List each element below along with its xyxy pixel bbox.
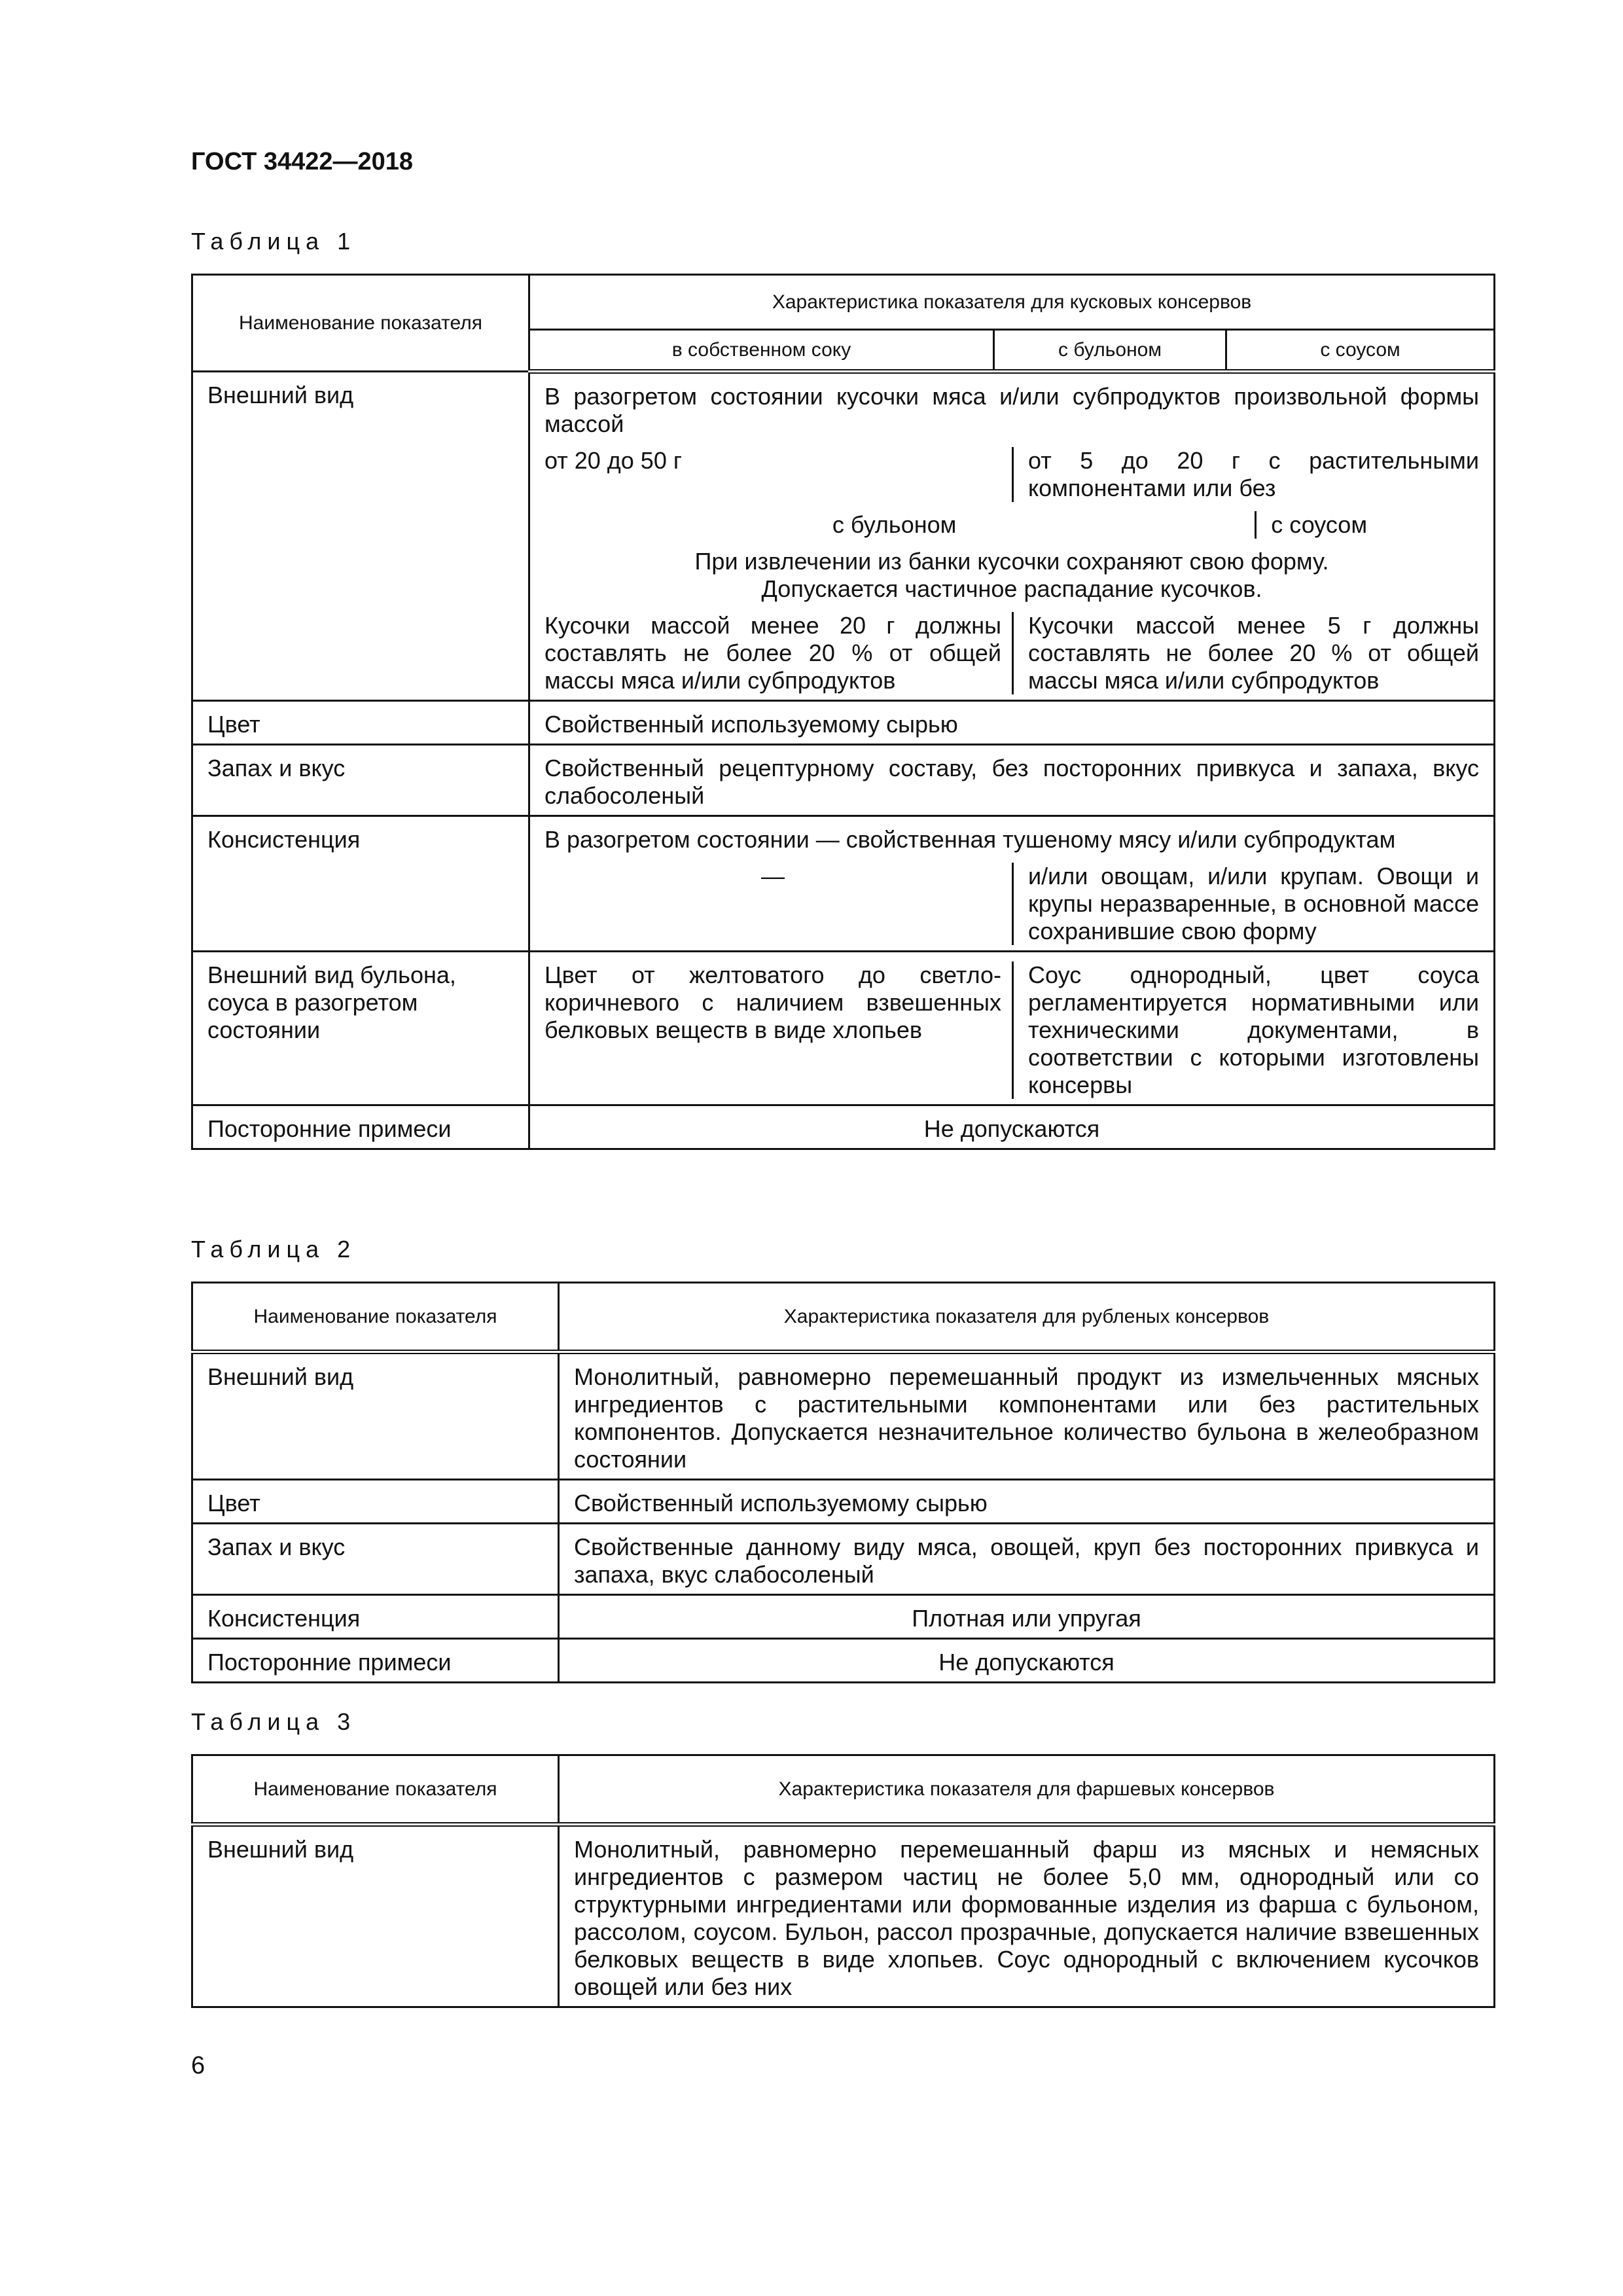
table-1-header-name: Наименование показателя	[192, 275, 529, 372]
broth-right: Соус однородный, цвет соуса регламентируется нормативными или техническими документами, в соответствии с которыми изготовлены консервы	[1012, 961, 1479, 1099]
table-1-header-broth: с бульоном	[994, 330, 1226, 372]
row-label-impurities: Посторонние примеси	[192, 1105, 529, 1149]
broth-left: Цвет от желтоватого до светло-коричневого с наличием взвешенных белковых веществ в виде хлопьев	[544, 961, 1001, 1043]
appearance-pieces	[544, 612, 1479, 694]
table-2	[191, 1282, 1495, 1683]
appearance-mass-left: от 20 до 50 г	[544, 447, 682, 474]
t2-row-label-smell: Запах и вкус	[192, 1524, 559, 1595]
t2-row-label-appearance: Внешний вид	[192, 1352, 559, 1480]
table-1-caption: Таблица 1	[191, 228, 357, 255]
appearance-types	[544, 511, 1479, 539]
page-number: 6	[191, 2052, 205, 2079]
table-1-header-group: Характеристика показателя для кусковых консервов	[529, 275, 1495, 330]
t2-consistency-value: Плотная или упругая	[559, 1595, 1495, 1639]
consistency-left: —	[761, 863, 785, 889]
table-3-header-name: Наименование показателя	[192, 1755, 559, 1825]
row-label-color: Цвет	[192, 701, 529, 745]
table-2-header-name: Наименование показателя	[192, 1283, 559, 1352]
appearance-with-sauce: с соусом	[1255, 511, 1479, 539]
consistency-right: и/или овощам, и/или крупам. Овощи и крупы неразваренные, в основной массе сохранившие свою форму	[1012, 863, 1479, 945]
table-1-header-own-juice: в собственном соку	[529, 330, 994, 372]
table-2-header-char: Характеристика показателя для рубленых консервов	[559, 1283, 1495, 1352]
t2-smell-value: Свойственные данному виду мяса, овощей, круп без посторонних привкуса и запаха, вкус слабосоленый	[559, 1524, 1495, 1595]
row-label-appearance: Внешний вид	[192, 372, 529, 701]
t2-row-label-color: Цвет	[192, 1480, 559, 1524]
t2-row-label-impurities: Посторонние примеси	[192, 1639, 559, 1683]
consistency-split	[544, 863, 1479, 945]
appearance-intro: В разогретом состоянии кусочки мяса и/или субпродуктов произвольной формы массой	[544, 383, 1480, 437]
appearance-mass-right: от 5 до 20 г с растительными компонентами или без	[1012, 447, 1479, 502]
t2-row-label-consistency: Консистенция	[192, 1595, 559, 1639]
row-label-broth: Внешний вид бульона, соуса в разогретом состоянии	[192, 952, 529, 1105]
document-id: ГОСТ 34422—2018	[191, 148, 414, 175]
table-2-caption: Таблица 2	[191, 1236, 357, 1263]
t3-appearance-value: Монолитный, равномерно перемешанный фарш из мясных и немясных ингредиентов с размером частиц не более 5,0 мм, однородный или со структурными ингредиентами или формованные изделия из фарша с бульоном, рассолом, соусом. Бульон, рассол прозрачные, допускается наличие взвешенных белковых веществ в виде хлопьев. Соус однородный с включением кусочков овощей или без них	[559, 1825, 1495, 2007]
row-label-smell: Запах и вкус	[192, 745, 529, 816]
appearance-pieces-left: Кусочки массой менее 20 г должны составлять не более 20 % от общей массы мяса и/или субпродуктов	[544, 612, 1001, 694]
t2-color-value: Свойственный используемому сырью	[559, 1480, 1495, 1524]
appearance-with-broth: с бульоном	[832, 511, 957, 538]
t2-appearance-value: Монолитный, равномерно перемешанный продукт из измельченных мясных ингредиентов с растительными компонентами или без растительных компонентов. Допускается незначительное количество бульона в желеобразном состоянии	[559, 1352, 1495, 1480]
row-label-consistency: Консистенция	[192, 816, 529, 952]
appearance-shape: При извлечении из банки кусочки сохраняют свою форму. Допускается частичное распадание кусочков.	[694, 548, 1329, 602]
consistency-intro: В разогретом состоянии — свойственная тушеному мясу и/или субпродуктам	[544, 826, 1396, 853]
table-1	[191, 274, 1495, 1150]
color-value: Свойственный используемому сырью	[529, 701, 1495, 745]
t3-row-label-appearance: Внешний вид	[192, 1825, 559, 2007]
table-1-header-sauce: с соусом	[1226, 330, 1495, 372]
smell-value: Свойственный рецептурному составу, без посторонних привкуса и запаха, вкус слабосоленый	[529, 745, 1495, 816]
table-3-header-char: Характеристика показателя для фаршевых консервов	[559, 1755, 1495, 1825]
appearance-mass	[544, 447, 1479, 502]
appearance-cell	[529, 372, 1495, 701]
table-3-caption: Таблица 3	[191, 1708, 357, 1735]
impurities-value: Не допускаются	[529, 1105, 1495, 1149]
t2-impurities-value: Не допускаются	[559, 1639, 1495, 1683]
broth-split	[544, 961, 1479, 1099]
appearance-pieces-right: Кусочки массой менее 5 г должны составлять не более 20 % от общей массы мяса и/или субпродуктов	[1012, 612, 1479, 694]
consistency-cell	[529, 816, 1495, 952]
broth-cell	[529, 952, 1495, 1105]
table-3	[191, 1754, 1495, 2008]
